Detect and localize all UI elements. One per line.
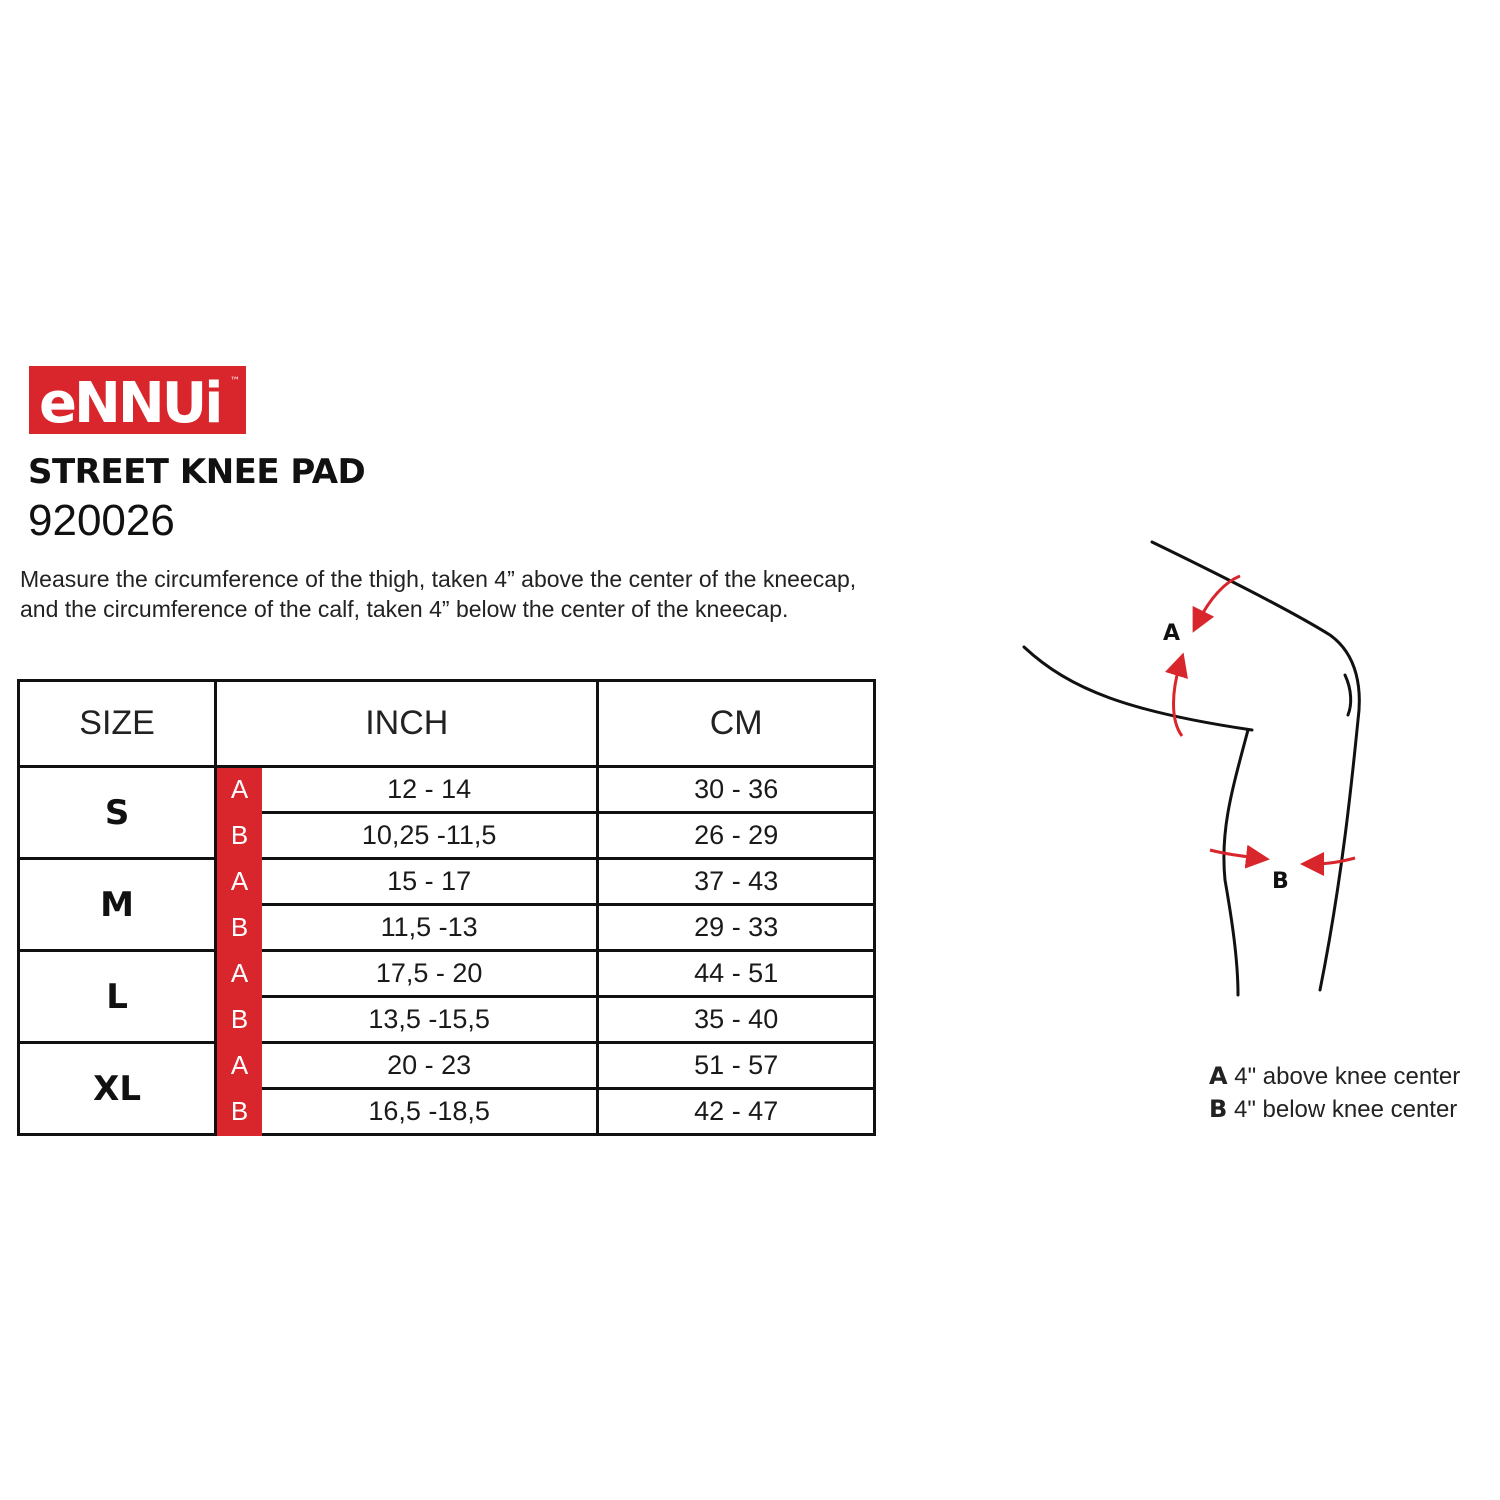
inch-value: 11,5 -13 xyxy=(262,905,598,951)
measurement-legend xyxy=(1209,1060,1460,1126)
table-row xyxy=(19,1043,875,1089)
legend-item-a xyxy=(1209,1060,1460,1093)
svg-text:™: ™ xyxy=(230,376,240,387)
table-header-row xyxy=(19,681,875,767)
size-label: S xyxy=(19,767,216,859)
cm-value: 35 - 40 xyxy=(598,997,875,1043)
header-inch: INCH xyxy=(216,681,598,767)
legend-key-a: A xyxy=(1209,1062,1228,1090)
legend-text-a: 4" above knee center xyxy=(1234,1063,1461,1090)
table-row xyxy=(19,767,875,813)
cm-value: 29 - 33 xyxy=(598,905,875,951)
table-row xyxy=(19,951,875,997)
header-cm: CM xyxy=(598,681,875,767)
legend-text-b: 4" below knee center xyxy=(1233,1096,1458,1123)
arrow-b-left-icon xyxy=(1210,850,1258,858)
measure-key: A xyxy=(216,1043,262,1089)
legend-key-b: B xyxy=(1209,1095,1228,1123)
diagram-label-b: B xyxy=(1272,869,1289,894)
measure-key: A xyxy=(216,951,262,997)
size-label: XL xyxy=(19,1043,216,1135)
measure-key: B xyxy=(216,905,262,951)
cm-value: 26 - 29 xyxy=(598,813,875,859)
measure-key: B xyxy=(216,813,262,859)
inch-value: 13,5 -15,5 xyxy=(262,997,598,1043)
arrow-a-lower-icon xyxy=(1174,664,1183,736)
brand-logo-text: eNNUi xyxy=(39,371,221,434)
legend-item-b xyxy=(1209,1093,1460,1126)
leg-outline xyxy=(1024,542,1359,995)
size-label: M xyxy=(19,859,216,951)
inch-value: 12 - 14 xyxy=(262,767,598,813)
leg-measurement-diagram xyxy=(1000,530,1400,1010)
measuring-instructions: Measure the circumference of the thigh, taken 4” above the center of the kneecap, and the circumference of the calf, taken 4” below the center of the kneecap. xyxy=(20,566,857,622)
product-code: 920026 xyxy=(28,496,175,545)
cm-value: 37 - 43 xyxy=(598,859,875,905)
inch-value: 16,5 -18,5 xyxy=(262,1089,598,1135)
measure-key: A xyxy=(216,767,262,813)
cm-value: 42 - 47 xyxy=(598,1089,875,1135)
diagram-label-a: A xyxy=(1163,621,1181,646)
measure-key: A xyxy=(216,859,262,905)
brand-logo xyxy=(29,366,246,434)
measure-key: B xyxy=(216,1089,262,1135)
header-size: SIZE xyxy=(19,681,216,767)
table-row xyxy=(19,859,875,905)
cm-value: 30 - 36 xyxy=(598,767,875,813)
inch-value: 17,5 - 20 xyxy=(262,951,598,997)
cm-value: 51 - 57 xyxy=(598,1043,875,1089)
arrow-b-right-icon xyxy=(1312,858,1355,864)
cm-value: 44 - 51 xyxy=(598,951,875,997)
size-label: L xyxy=(19,951,216,1043)
product-name: STREET KNEE PAD xyxy=(28,452,366,492)
measure-key: B xyxy=(216,997,262,1043)
inch-value: 15 - 17 xyxy=(262,859,598,905)
inch-value: 10,25 -11,5 xyxy=(262,813,598,859)
inch-value: 20 - 23 xyxy=(262,1043,598,1089)
size-chart-table xyxy=(17,679,876,1136)
